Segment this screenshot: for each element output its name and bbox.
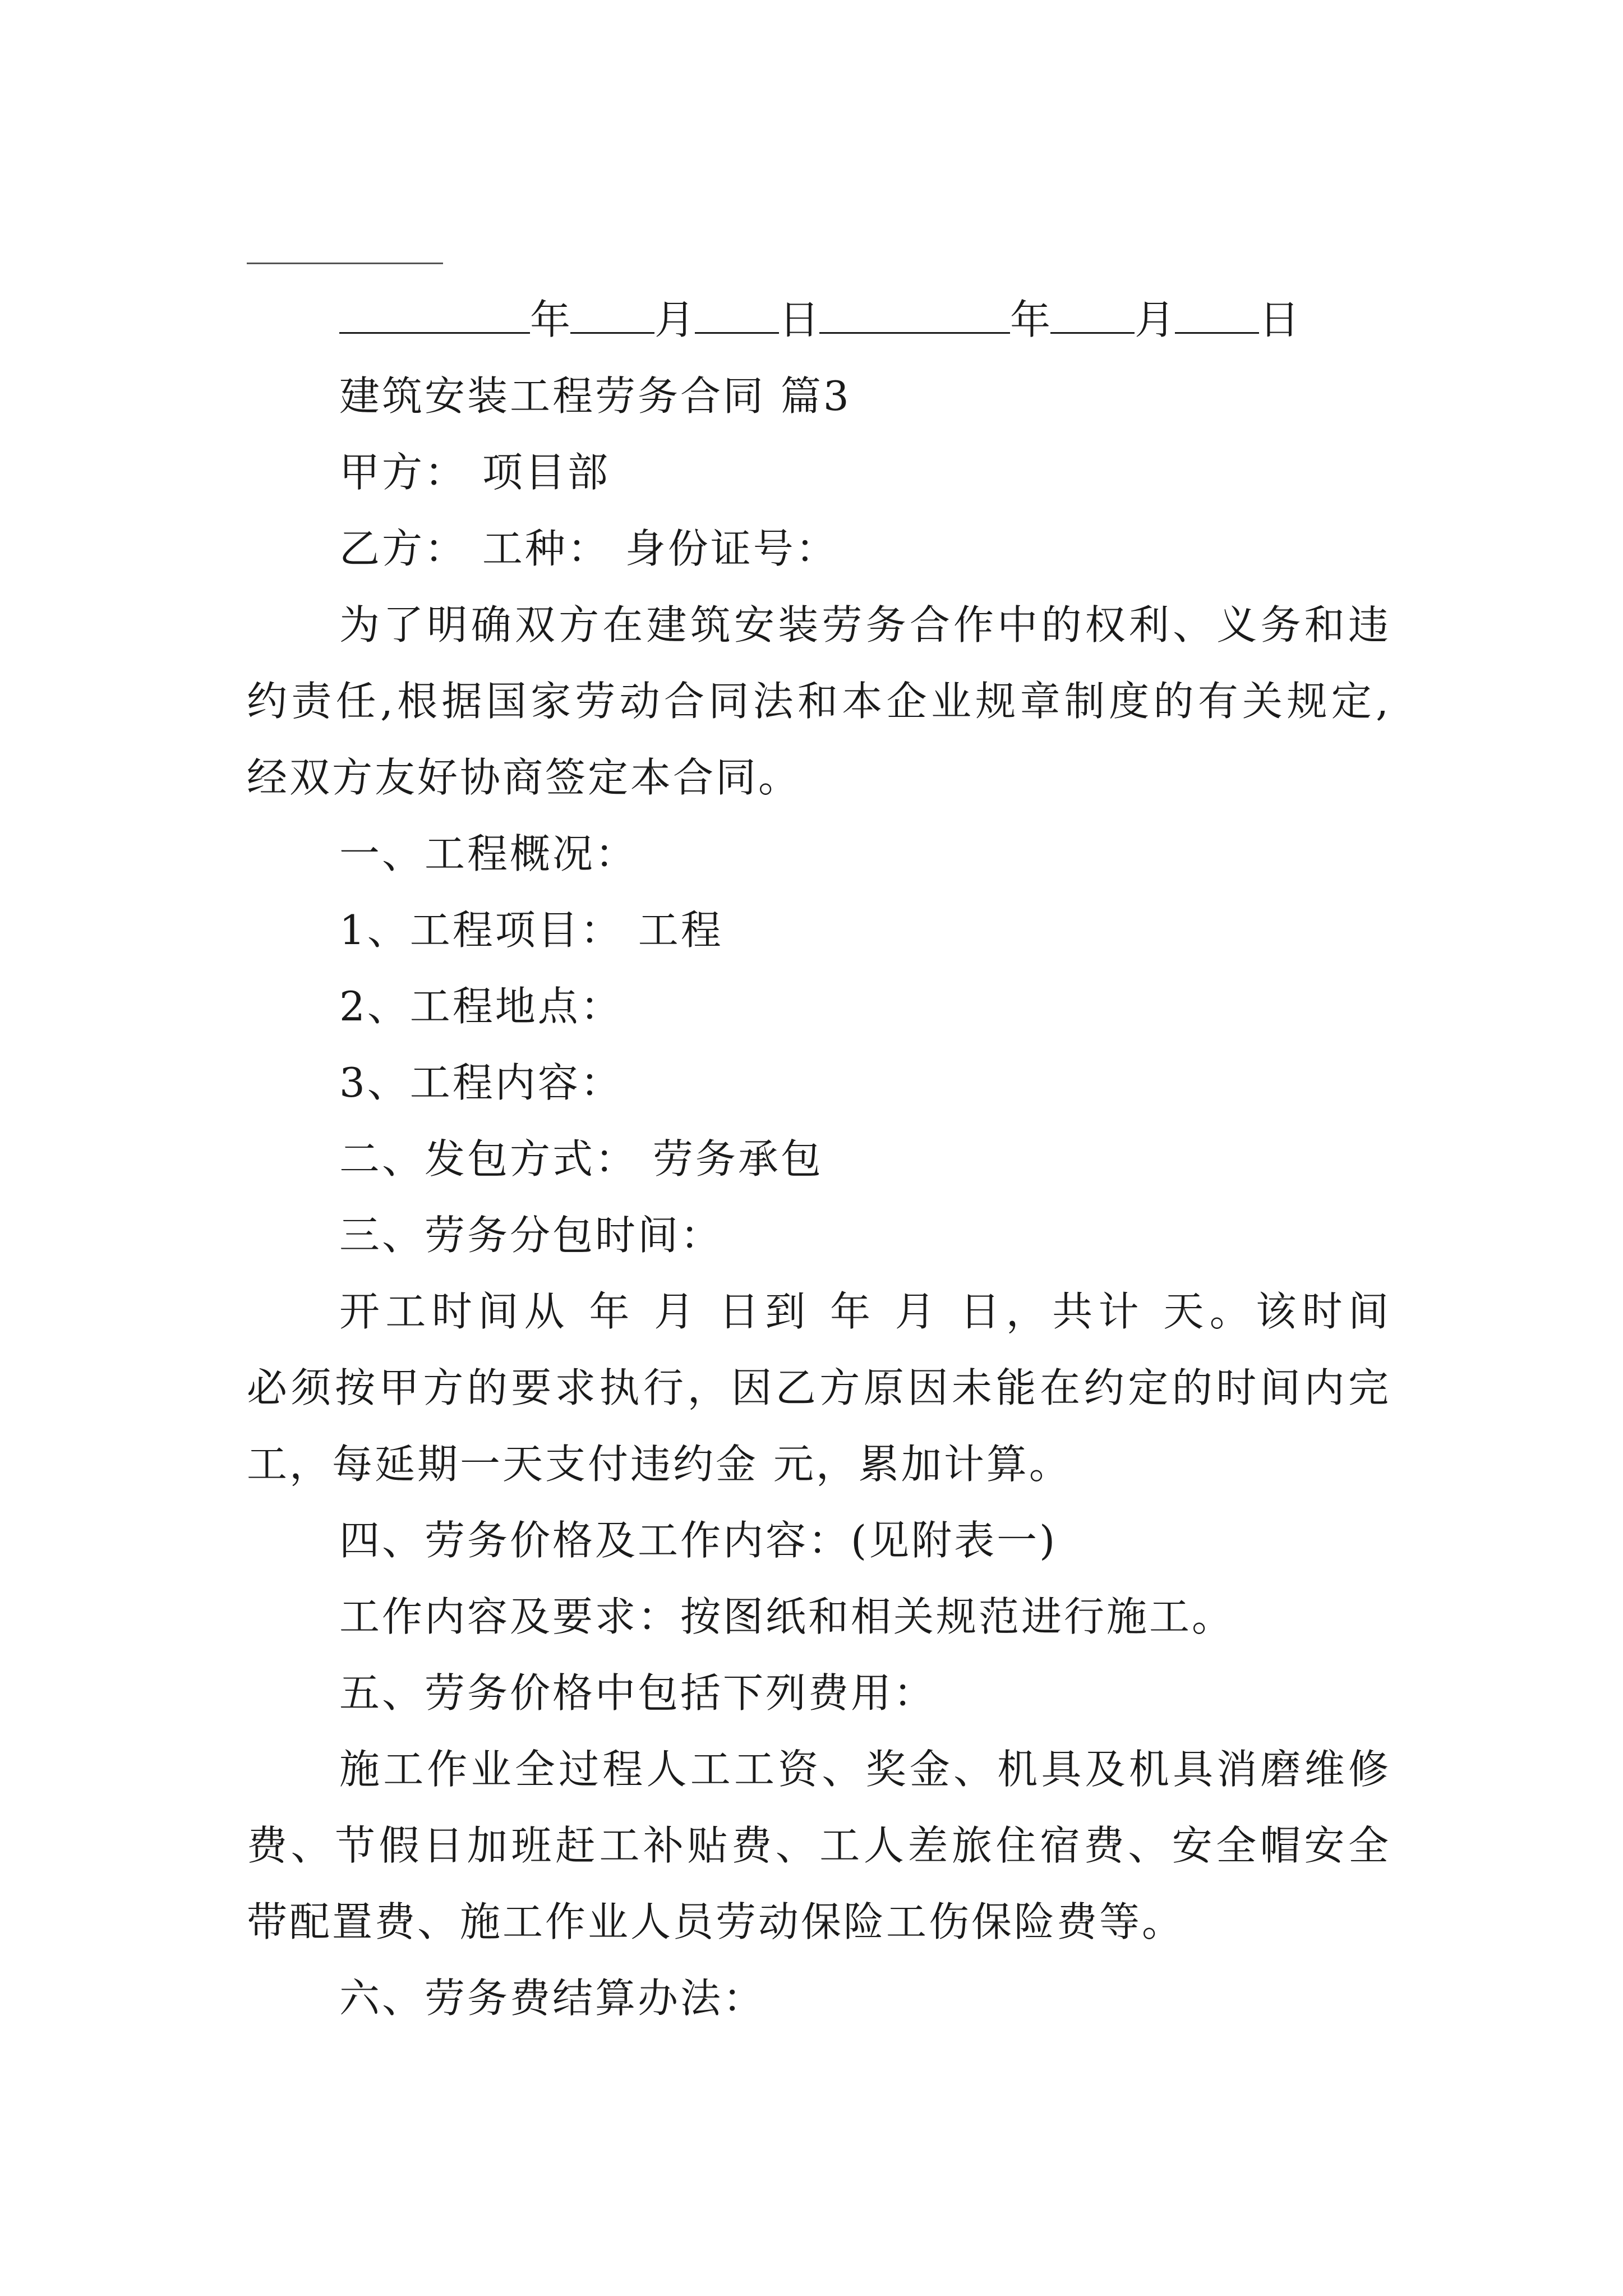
date-month-1: 月 <box>654 296 695 343</box>
section-1-item: 1、工程项目： 工程 <box>339 907 723 954</box>
date-year-2: 年 <box>1010 296 1051 343</box>
date-blank <box>570 297 654 334</box>
section-3-heading: 三、劳务分包时间： <box>339 1212 723 1259</box>
section-6-heading: 六、劳务费结算办法： <box>339 1975 766 2022</box>
date-year-1: 年 <box>530 296 571 343</box>
section-1-item: 2、工程地点： <box>339 983 623 1030</box>
intro-line: 约责任,根据国家劳动合同法和本企业规章制度的有关规定, <box>247 678 1391 725</box>
section-3-line: 开工时间从 年 月 日到 年 月 日，共计 天。该时间 <box>339 1288 1391 1335</box>
section-5-heading: 五、劳务价格中包括下列费用： <box>339 1669 937 1717</box>
date-blank <box>339 297 530 334</box>
date-day-1: 日 <box>779 296 820 343</box>
section-5-line: 带配置费、施工作业人员劳动保险工伤保险费等。 <box>247 1898 1185 1945</box>
section-3-line: 工，每延期一天支付违约金 元，累加计算。 <box>247 1441 1072 1488</box>
party-b: 乙方： 工种： 身份证号： <box>339 525 838 572</box>
date-blank <box>695 297 779 334</box>
section-4-work: 工作内容及要求：按图纸和相关规范进行施工。 <box>339 1593 1235 1640</box>
section-2-heading: 二、发包方式： 劳务承包 <box>339 1135 823 1182</box>
intro-line: 经双方友好协商签定本合同。 <box>247 754 801 801</box>
section-5-line: 施工作业全过程人工工资、奖金、机具及机具消磨维修 <box>339 1746 1391 1793</box>
contract-title: 建筑安装工程劳务合同 篇3 <box>339 372 851 420</box>
section-1-item: 3、工程内容： <box>339 1059 623 1106</box>
top-rule <box>247 263 443 264</box>
date-month-2: 月 <box>1135 296 1175 343</box>
section-5-line: 费、节假日加班赶工补贴费、工人差旅住宿费、安全帽安全 <box>247 1822 1391 1869</box>
date-blank <box>819 297 1010 334</box>
date-blank <box>1175 297 1259 334</box>
intro-line: 为了明确双方在建筑安装劳务合作中的权利、义务和违 <box>339 601 1391 648</box>
date-day-2: 日 <box>1259 296 1300 343</box>
date-line <box>339 297 1349 342</box>
party-a: 甲方： 项目部 <box>339 449 610 496</box>
section-3-line: 必须按甲方的要求执行，因乙方原因未能在约定的时间内完 <box>247 1364 1391 1411</box>
section-1-heading: 一、工程概况： <box>339 830 638 877</box>
section-4-heading: 四、劳务价格及工作内容：(见附表一) <box>339 1517 1058 1564</box>
date-blank <box>1050 297 1135 334</box>
